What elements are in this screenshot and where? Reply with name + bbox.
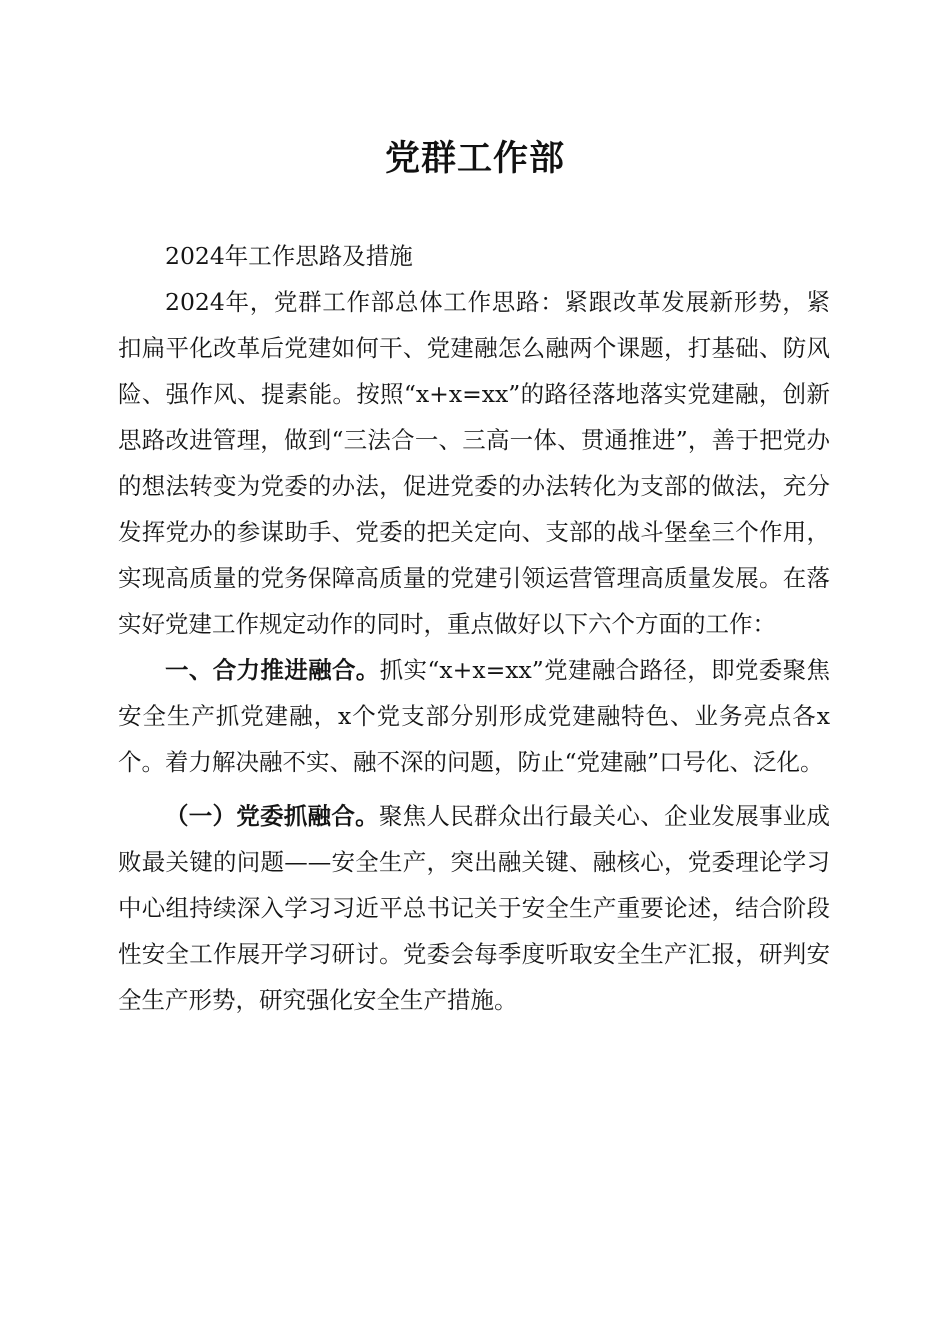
subsection-one-heading: （一）党委抓融合。 — [165, 802, 379, 830]
document-body — [118, 233, 830, 1023]
subsection-one-text: 聚焦人民群众出行最关心、企业发展事业成败最关键的问题——安全生产，突出融关键、融核心，党委理论学习中心组持续深入学习习近平总书记关于安全生产重要论述，结合阶段性安全工作展开学习研讨。党委会每季度听取安全生产汇报，研判安全生产形势，研究强化安全生产措施。 — [118, 802, 831, 1014]
subtitle: 2024年工作思路及措施 — [165, 242, 413, 270]
section-one-heading: 一、合力推进融合。 — [165, 656, 380, 684]
document-title: 党群工作部 — [384, 138, 565, 179]
section-one-text: 抓实“x+x=xx”党建融合路径，即党委聚焦安全生产抓党建融，x个党支部分别形成党建融特色、业务亮点各x个。着力解决融不实、融不深的问题，防止“党建融”口号化、泛化。 — [118, 656, 831, 776]
paragraph-subsection-one — [118, 793, 830, 1023]
paragraph-section-one — [118, 647, 830, 785]
paragraph-overview: 2024年，党群工作部总体工作思路：紧跟改革发展新形势，紧扣扁平化改革后党建如何干、党建融怎么融两个课题，打基础、防风险、强作风、提素能。按照“x+x=xx”的路径落地落实党建融，创新思路改进管理，做到“三法合一、三高一体、贯通推进”，善于把党办的想法转变为党委的办法，促进党委的办法转化为支部的做法，充分发挥党办的参谋助手、党委的把关定向、支部的战斗堡垒三个作用，实现高质量的党务保障高质量的党建引领运营管理高质量发展。在落实好党建工作规定动作的同时，重点做好以下六个方面的工作： — [118, 288, 830, 638]
